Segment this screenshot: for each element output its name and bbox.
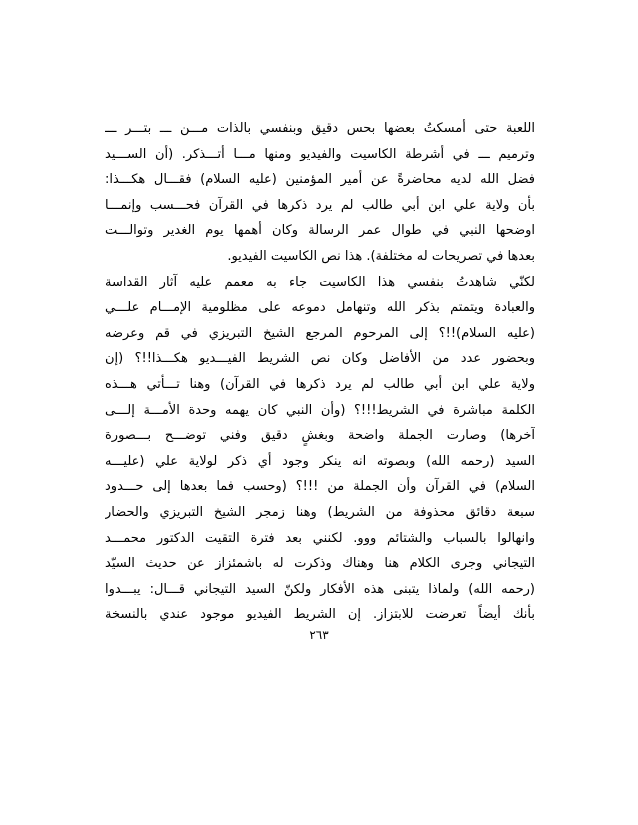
body-text — [105, 116, 535, 628]
text-line-8: والعبادة ويتمتم بذكر الله وتنهامل دموعه على مظلومية الإمـــام علـــي — [105, 300, 535, 316]
text-line-5: اوضحها النبي في طوال عمر الرسالة وكان أهمها يوم الغدير وتوالـــت — [105, 223, 535, 239]
text-line-15: السلام) في القرآن وأن الجملة من !!!؟ (وحسب فما بعدها إلى حـــدود — [105, 479, 535, 495]
text-line-4: بأن ولاية علي ابن أبي طالب لم يرد ذكرها في القرآن فحـــسب وإنمـــا — [105, 197, 535, 213]
text-line-7: لكنّي شاهدتُ بنفسي هذا الكاسيت جاء به معمم عليه آثار القداسة — [105, 274, 535, 290]
text-line-12: الكلمة مباشرة في الشريط!!!؟ (وأن النبي كان يهمه وحدة الأمـــة إلـــى — [105, 402, 535, 418]
text-line-13: آخرها) وصارت الجملة واضحة وبغشٍ دقيق وفني توضـــح بـــصورة — [105, 428, 535, 444]
text-line-10: وبحضور عدد من الأفاضل وكان نص الشريط الفيـــديو هكـــذا!!؟ (إن — [105, 351, 535, 367]
text-line-17: وانهالوا بالسباب والشتائم ووو. لكنني بعد فترة التقيت الدكتور محمـــد — [105, 530, 535, 546]
text-line-16: سبعة دقائق محذوفة من الشريط) وهنا زمجر الشيخ التبريزي والحضار — [105, 504, 535, 520]
text-line-20: بأنك أيضاً تعرضت للابتزاز. إن الشريط الفيديو موجود عندي بالنسخة — [105, 607, 535, 623]
text-line-9: (عليه السلام)!!؟ إلى المرحوم المرجع الشيخ التبريزي في قم وعرضه — [105, 325, 535, 341]
text-line-2: وترميم ـــ في أشرطة الكاسيت والفيديو ومنها مـــا أتـــذكر. (أن الســـيد — [105, 146, 535, 162]
text-line-18: التيجاني وجرى الكلام هنا وهناك وذكرت له باشمئزاز عن حديث السيّد — [105, 556, 535, 572]
page-number: ٢٦٣ — [309, 628, 329, 642]
text-line-1: اللعبة حتى أمسكتُ بعضها بحس دقيق وبنفسي بالذات مـــن ـــ بتـــر ـــ — [105, 121, 535, 136]
text-line-19: (رحمه الله) ولماذا يتبنى هذه الأفكار ولكنّ السيد التيجاني قـــال: يبـــدوا — [105, 581, 535, 597]
text-line-3: فضل الله لديه محاضرةً عن أمير المؤمنين (عليه السلام) فقـــال هكـــذا: — [105, 172, 535, 188]
text-line-11: ولاية علي ابن أبي طالب لم يرد ذكرها في القرآن) وهنا تـــأتي هـــذه — [105, 376, 535, 392]
text-line-14: السيد (رحمه الله) وبصوته انه ينكر وجود أي ذكر لولاية علي (عليـــه — [105, 453, 535, 469]
text-line-6: بعدها في تصريحات له مختلفة). هذا نص الكاسيت الفيديو. — [227, 248, 535, 264]
